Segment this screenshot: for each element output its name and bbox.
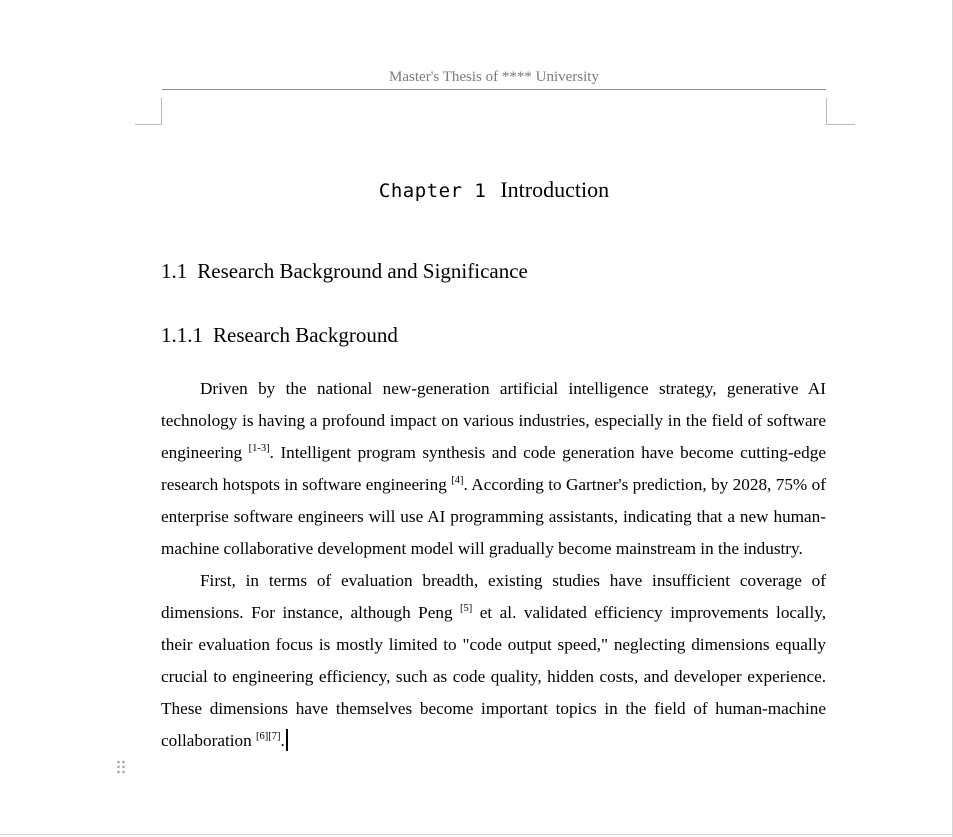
paragraph-text: et al. validated efficiency improvements locally, their evaluation focus is mostly limited to "code output speed," neglecting dimensions equally crucial to engineering efficiency, such as code quality, hidden costs, and developer experience. These dimensions have themselves become important topics in the field of human-machine collaboration bbox=[161, 603, 826, 750]
paragraph-2[interactable] bbox=[161, 565, 826, 757]
subsection-heading[interactable] bbox=[161, 321, 398, 349]
section-title: Research Background and Significance bbox=[197, 259, 528, 283]
drag-handle-icon[interactable] bbox=[116, 759, 126, 775]
paragraph-text: . Intelligent program synthesis and code generation have become cutting-edge research hotspots in software engineering bbox=[161, 443, 826, 494]
paragraph-text: Driven by the national new-generation artificial intelligence strategy, generative AI technology is having a profound impact on various industries, especially in the field of software engineering bbox=[161, 379, 826, 462]
chapter-title: Introduction bbox=[500, 177, 610, 202]
section-number: 1.1 bbox=[161, 259, 188, 283]
header-rule bbox=[162, 89, 826, 90]
paragraph-1[interactable] bbox=[161, 373, 826, 565]
section-heading[interactable] bbox=[161, 257, 528, 285]
citation[interactable]: [5] bbox=[460, 603, 473, 614]
paragraph-text: . bbox=[280, 731, 285, 750]
citation[interactable]: [1-3] bbox=[248, 443, 270, 454]
body-text[interactable] bbox=[161, 373, 826, 757]
citation[interactable]: [6][7] bbox=[255, 731, 281, 742]
chapter-number: Chapter 1 bbox=[378, 180, 487, 202]
citation[interactable]: [4] bbox=[451, 475, 464, 486]
crop-mark-right-horizontal bbox=[826, 124, 855, 125]
page-header[interactable]: Master's Thesis of **** University bbox=[389, 69, 599, 85]
crop-mark-left-vertical bbox=[161, 98, 162, 125]
page-edge-bottom bbox=[0, 834, 953, 835]
paragraph-text: . According to Gartner's prediction, by 2028, 75% of enterprise software engineers will use AI programming assistants, indicating that a new human-machine collaborative development model will gradually become mainstream in the industry. bbox=[161, 475, 826, 558]
paragraph-text: First, in terms of evaluation breadth, existing studies have insufficient coverage of dimensions. For instance, although Peng bbox=[161, 571, 826, 622]
subsection-number: 1.1.1 bbox=[161, 323, 203, 347]
subsection-title: Research Background bbox=[213, 323, 398, 347]
crop-mark-left-horizontal bbox=[135, 124, 162, 125]
text-cursor bbox=[286, 729, 288, 751]
crop-mark-right-vertical bbox=[826, 98, 827, 125]
chapter-heading[interactable] bbox=[162, 176, 826, 205]
